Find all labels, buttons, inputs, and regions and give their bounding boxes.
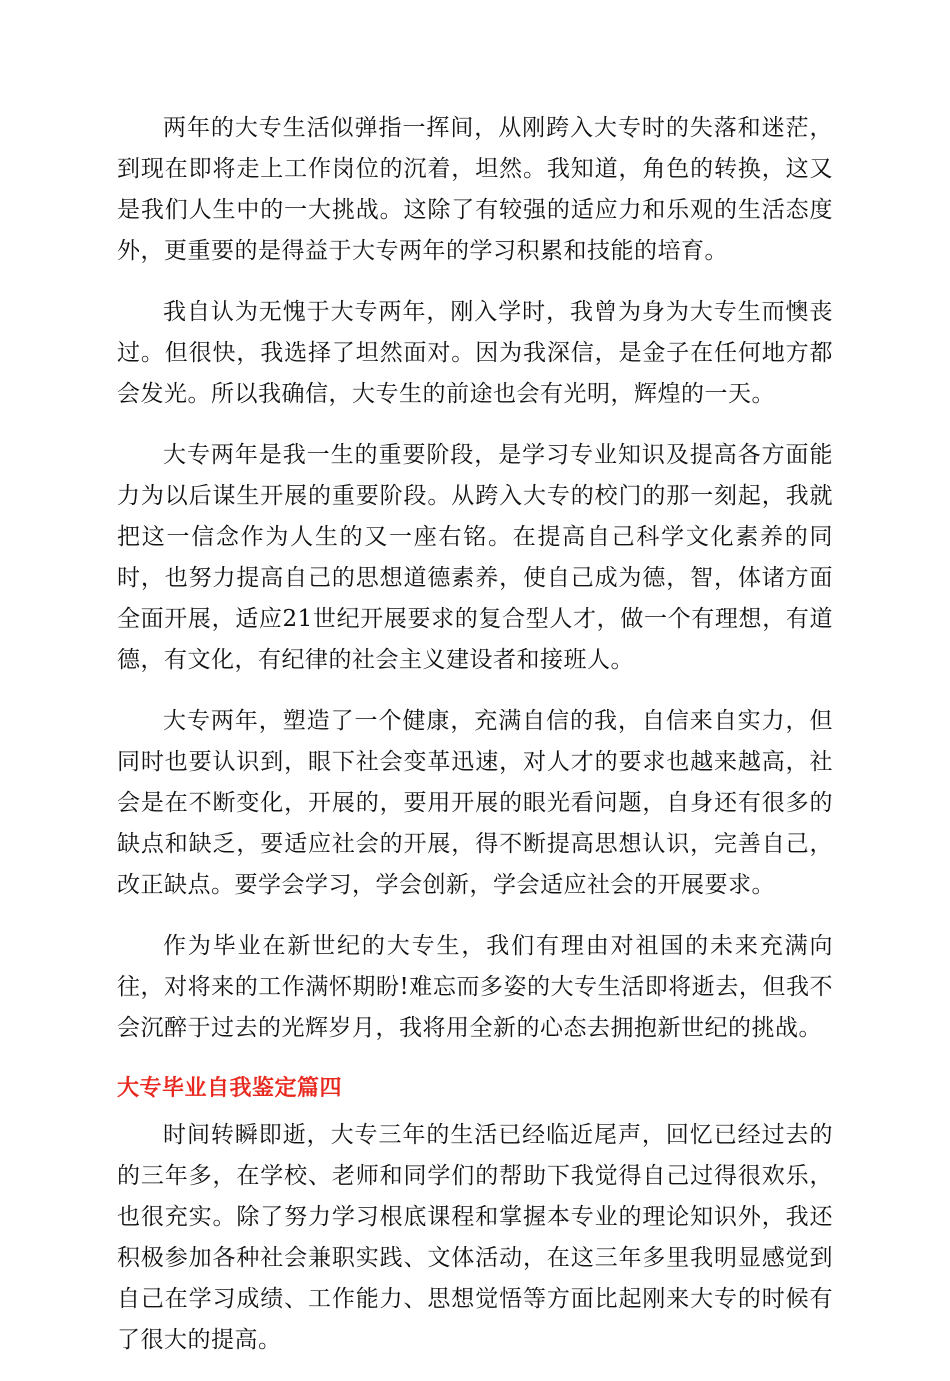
document-body	[117, 108, 833, 1381]
section-heading: 大专毕业自我鉴定篇四	[117, 1076, 343, 1101]
paragraph-3: 大专两年是我一生的重要阶段，是学习专业知识及提高各方面能力为以后谋生开展的重要阶段。从跨入大专的校门的那一刻起，我就把这一信念作为人生的又一座右铭。在提高自己科学文化素养的同时，也努力提高自己的思想道德素养，使自己成为德，智，体诸方面全面开展，适应21世纪开展要求的复合型人才，做一个有理想，有道德，有文化，有纪律的社会主义建设者和接班人。	[117, 442, 833, 673]
section-paragraph: 时间转瞬即逝，大专三年的生活已经临近尾声，回忆已经过去的的三年多，在学校、老师和同学们的帮助下我觉得自己过得很欢乐，也很充实。除了努力学习根底课程和掌握本专业的理论知识外，我还积极参加各种社会兼职实践、文体活动，在这三年多里我明显感觉到自己在学习成绩、工作能力、思想觉悟等方面比起刚来大专的时候有了很大的提高。	[117, 1122, 833, 1353]
paragraph-1: 两年的大专生活似弹指一挥间，从刚跨入大专时的失落和迷茫，到现在即将走上工作岗位的沉着，坦然。我知道，角色的转换，这又是我们人生中的一大挑战。这除了有较强的适应力和乐观的生活态度外，更重要的是得益于大专两年的学习积累和技能的培育。	[117, 115, 833, 264]
paragraph-5: 作为毕业在新世纪的大专生，我们有理由对祖国的未来充满向往，对将来的工作满怀期盼!难忘而多姿的大专生活即将逝去，但我不会沉醉于过去的光辉岁月，我将用全新的心态去拥抱新世纪的挑战。	[117, 933, 833, 1041]
paragraph-4: 大专两年，塑造了一个健康，充满自信的我，自信来自实力，但同时也要认识到，眼下社会变革迅速，对人才的要求也越来越高，社会是在不断变化，开展的，要用开展的眼光看问题，自身还有很多的缺点和缺乏，要适应社会的开展，得不断提高思想认识，完善自己，改正缺点。要学会学习，学会创新，学会适应社会的开展要求。	[117, 708, 833, 898]
paragraph-2: 我自认为无愧于大专两年，刚入学时，我曾为身为大专生而懊丧过。但很快，我选择了坦然面对。因为我深信，是金子在任何地方都会发光。所以我确信，大专生的前途也会有光明，辉煌的一天。	[117, 299, 833, 407]
